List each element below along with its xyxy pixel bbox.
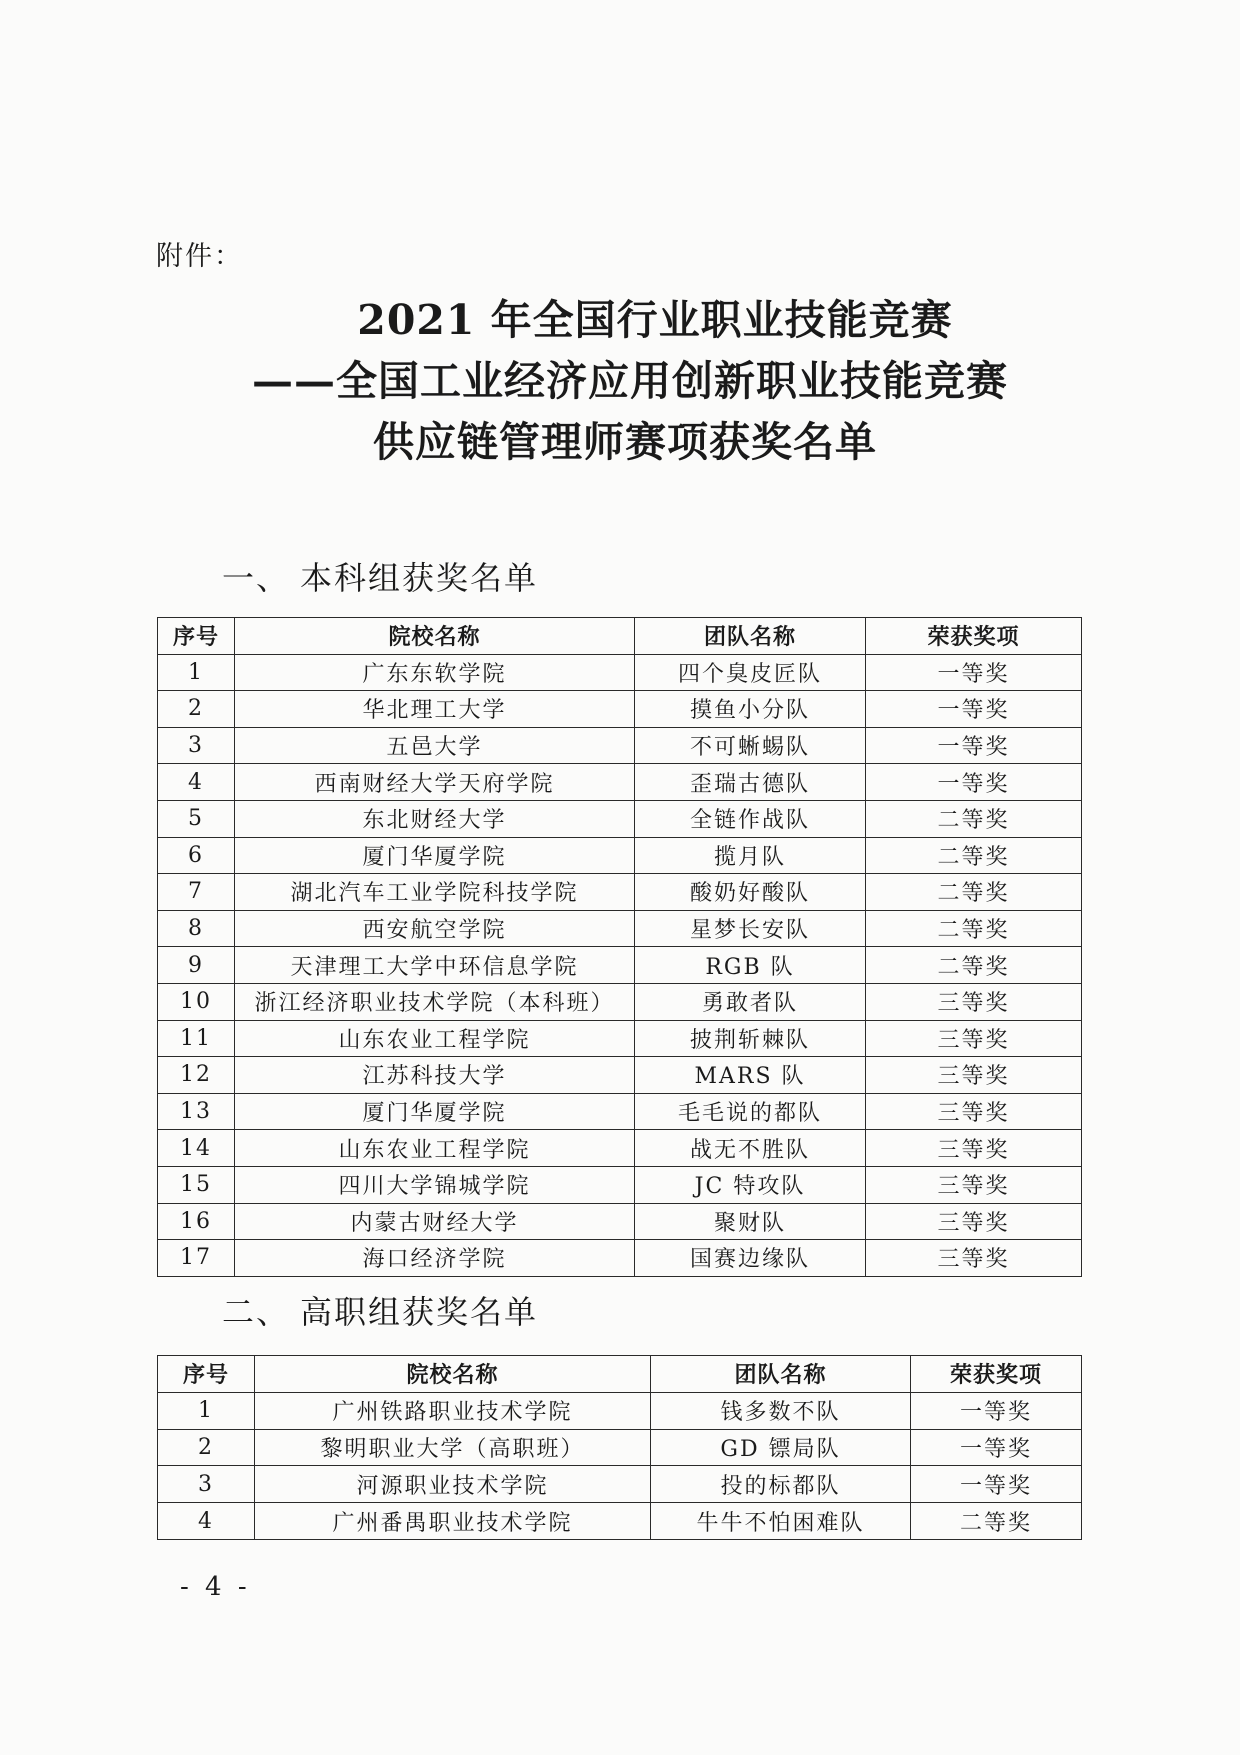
- document-title: [0, 290, 1240, 473]
- cell-team: 全链作战队: [635, 800, 866, 837]
- attachment-label: 附件：: [156, 241, 243, 272]
- cell-team: 不可蜥蜴队: [635, 727, 866, 764]
- table-row: [158, 837, 1082, 874]
- cell-index: 8: [158, 910, 235, 947]
- cell-award: 二等奖: [866, 800, 1082, 837]
- table-row: [158, 1020, 1082, 1057]
- cell-school: 湖北汽车工业学院科技学院: [235, 874, 635, 911]
- cell-team: RGB 队: [635, 947, 866, 984]
- page-number: - 4 -: [180, 1572, 251, 1602]
- table-row: [158, 764, 1082, 801]
- cell-school: 西安航空学院: [235, 910, 635, 947]
- cell-award: 二等奖: [866, 910, 1082, 947]
- cell-index: 7: [158, 874, 235, 911]
- table-row: [158, 1392, 1082, 1429]
- cell-team: JC 特攻队: [635, 1166, 866, 1203]
- cell-team: GD 镖局队: [651, 1429, 911, 1466]
- table-row: [158, 947, 1082, 984]
- cell-index: 13: [158, 1093, 235, 1130]
- cell-award: 一等奖: [911, 1392, 1082, 1429]
- cell-award: 二等奖: [866, 837, 1082, 874]
- title-line-1: 2021 年全国行业职业技能竞赛: [357, 296, 953, 344]
- cell-school: 内蒙古财经大学: [235, 1203, 635, 1240]
- cell-award: 二等奖: [866, 874, 1082, 911]
- cell-school: 五邑大学: [235, 727, 635, 764]
- cell-award: 三等奖: [866, 983, 1082, 1020]
- cell-award: 二等奖: [911, 1503, 1082, 1540]
- cell-team: 星梦长安队: [635, 910, 866, 947]
- column-header-index: 序号: [158, 618, 235, 655]
- table-header-row: [158, 1356, 1082, 1393]
- cell-award: 一等奖: [866, 691, 1082, 728]
- cell-school: 山东农业工程学院: [235, 1130, 635, 1167]
- cell-award: 二等奖: [866, 947, 1082, 984]
- cell-team: 毛毛说的都队: [635, 1093, 866, 1130]
- table-row: [158, 1093, 1082, 1130]
- cell-index: 2: [158, 1429, 255, 1466]
- column-header-team: 团队名称: [651, 1356, 911, 1393]
- section-title: 高职组获奖名单: [300, 1293, 539, 1331]
- section-title: 本科组获奖名单: [300, 559, 539, 597]
- cell-school: 厦门华厦学院: [235, 837, 635, 874]
- cell-index: 6: [158, 837, 235, 874]
- cell-index: 4: [158, 764, 235, 801]
- cell-index: 12: [158, 1057, 235, 1094]
- table-row: [158, 1203, 1082, 1240]
- cell-index: 1: [158, 654, 235, 691]
- cell-school: 华北理工大学: [235, 691, 635, 728]
- table-header-row: [158, 618, 1082, 655]
- cell-team: 聚财队: [635, 1203, 866, 1240]
- cell-award: 三等奖: [866, 1130, 1082, 1167]
- cell-index: 14: [158, 1130, 235, 1167]
- cell-award: 三等奖: [866, 1203, 1082, 1240]
- cell-team: 酸奶好酸队: [635, 874, 866, 911]
- table-row: [158, 800, 1082, 837]
- section-number: 一、: [222, 559, 291, 597]
- cell-award: 三等奖: [866, 1166, 1082, 1203]
- cell-school: 广东东软学院: [235, 654, 635, 691]
- cell-school: 浙江经济职业技术学院（本科班）: [235, 983, 635, 1020]
- cell-school: 天津理工大学中环信息学院: [235, 947, 635, 984]
- title-line-3: 供应链管理师赛项获奖名单: [373, 418, 877, 466]
- cell-team: 国赛边缘队: [635, 1240, 866, 1277]
- cell-team: 投的标都队: [651, 1466, 911, 1503]
- column-header-school: 院校名称: [235, 618, 635, 655]
- cell-school: 海口经济学院: [235, 1240, 635, 1277]
- cell-school: 广州铁路职业技术学院: [255, 1392, 651, 1429]
- table-row: [158, 654, 1082, 691]
- cell-school: 四川大学锦城学院: [235, 1166, 635, 1203]
- table-row: [158, 727, 1082, 764]
- cell-index: 11: [158, 1020, 235, 1057]
- cell-index: 15: [158, 1166, 235, 1203]
- table-row: [158, 1466, 1082, 1503]
- section-number: 二、: [222, 1293, 291, 1331]
- table-row: [158, 691, 1082, 728]
- table-row: [158, 910, 1082, 947]
- cell-school: 江苏科技大学: [235, 1057, 635, 1094]
- cell-index: 1: [158, 1392, 255, 1429]
- cell-index: 5: [158, 800, 235, 837]
- cell-team: 勇敢者队: [635, 983, 866, 1020]
- title-line-2: ——全国工业经济应用创新职业技能竞赛: [252, 357, 1008, 405]
- cell-team: 战无不胜队: [635, 1130, 866, 1167]
- column-header-award: 荣获奖项: [911, 1356, 1082, 1393]
- cell-team: 摸鱼小分队: [635, 691, 866, 728]
- cell-index: 9: [158, 947, 235, 984]
- section-heading-vocational: [222, 1287, 538, 1333]
- cell-award: 一等奖: [911, 1466, 1082, 1503]
- undergraduate-awards-table: [157, 617, 1082, 1277]
- cell-team: 歪瑞古德队: [635, 764, 866, 801]
- cell-index: 17: [158, 1240, 235, 1277]
- cell-index: 3: [158, 1466, 255, 1503]
- cell-team: 揽月队: [635, 837, 866, 874]
- cell-index: 16: [158, 1203, 235, 1240]
- cell-team: 钱多数不队: [651, 1392, 911, 1429]
- column-header-award: 荣获奖项: [866, 618, 1082, 655]
- cell-school: 黎明职业大学（高职班）: [255, 1429, 651, 1466]
- column-header-school: 院校名称: [255, 1356, 651, 1393]
- cell-school: 东北财经大学: [235, 800, 635, 837]
- cell-award: 一等奖: [866, 654, 1082, 691]
- column-header-index: 序号: [158, 1356, 255, 1393]
- cell-team: MARS 队: [635, 1057, 866, 1094]
- cell-team: 牛牛不怕困难队: [651, 1503, 911, 1540]
- cell-team: 披荆斩棘队: [635, 1020, 866, 1057]
- cell-award: 三等奖: [866, 1057, 1082, 1094]
- table-row: [158, 1166, 1082, 1203]
- cell-award: 三等奖: [866, 1093, 1082, 1130]
- cell-award: 三等奖: [866, 1020, 1082, 1057]
- cell-index: 2: [158, 691, 235, 728]
- table-row: [158, 1057, 1082, 1094]
- cell-school: 山东农业工程学院: [235, 1020, 635, 1057]
- table-row: [158, 1130, 1082, 1167]
- section-heading-undergraduate: [222, 553, 538, 599]
- cell-award: 一等奖: [866, 764, 1082, 801]
- column-header-team: 团队名称: [635, 618, 866, 655]
- cell-team: 四个臭皮匠队: [635, 654, 866, 691]
- cell-award: 一等奖: [866, 727, 1082, 764]
- cell-index: 4: [158, 1503, 255, 1540]
- cell-school: 广州番禺职业技术学院: [255, 1503, 651, 1540]
- cell-award: 三等奖: [866, 1240, 1082, 1277]
- table-row: [158, 1429, 1082, 1466]
- cell-school: 西南财经大学天府学院: [235, 764, 635, 801]
- table-row: [158, 1503, 1082, 1540]
- vocational-awards-table: [157, 1355, 1082, 1540]
- cell-award: 一等奖: [911, 1429, 1082, 1466]
- cell-index: 10: [158, 983, 235, 1020]
- table-row: [158, 1240, 1082, 1277]
- table-row: [158, 983, 1082, 1020]
- cell-school: 厦门华厦学院: [235, 1093, 635, 1130]
- cell-index: 3: [158, 727, 235, 764]
- table-row: [158, 874, 1082, 911]
- cell-school: 河源职业技术学院: [255, 1466, 651, 1503]
